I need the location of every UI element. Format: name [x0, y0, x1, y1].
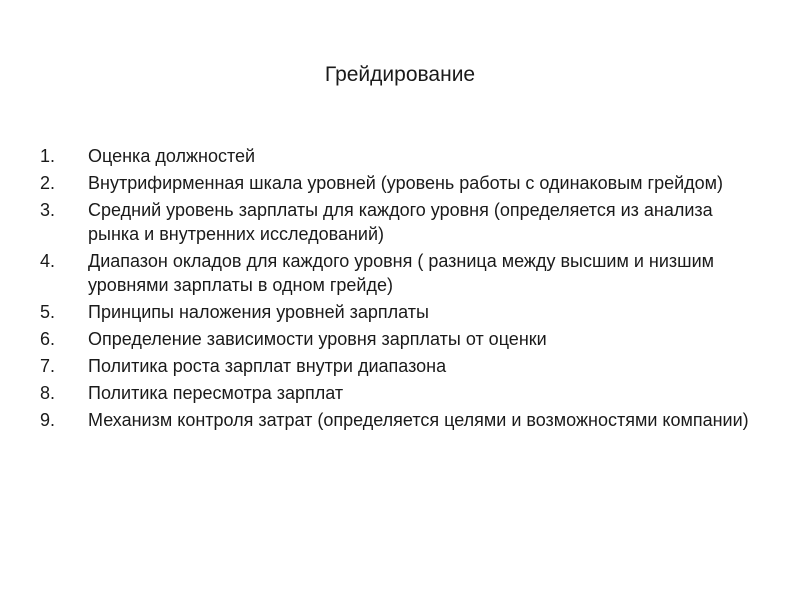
item-text: Принципы наложения уровней зарплаты: [88, 302, 429, 322]
item-text: Оценка должностей: [88, 146, 256, 166]
list-item: [40, 144, 760, 168]
item-number: 8.: [40, 383, 56, 403]
list-item: [40, 408, 760, 432]
item-text: Определение зависимости уровня зарплаты от оценки: [88, 329, 547, 349]
list-item: [40, 327, 760, 351]
item-text: Механизм контроля затрат (определяется целями и возможностями компании): [88, 410, 749, 430]
item-number: 1.: [40, 146, 56, 166]
item-number: 2.: [40, 173, 56, 193]
item-number: 4.: [40, 251, 56, 271]
item-number: 6.: [40, 329, 56, 349]
slide-title: Грейдирование: [324, 63, 476, 86]
item-text: Политика пересмотра зарплат: [88, 383, 344, 403]
list-item: [40, 354, 760, 378]
item-number: 5.: [40, 302, 56, 322]
item-text: Внутрифирменная шкала уровней (уровень работы с одинаковым грейдом): [88, 173, 724, 193]
item-text: Диапазон окладов для каждого уровня ( разница между высшим и низшим уровнями зарплаты в одном грейде): [88, 251, 714, 295]
list-item: [40, 198, 760, 246]
item-text: Средний уровень зарплаты для каждого уровня (определяется из анализа рынка и внутренних исследований): [88, 200, 713, 244]
list-item: [40, 381, 760, 405]
item-number: 9.: [40, 410, 56, 430]
list-item: [40, 249, 760, 297]
item-number: 7.: [40, 356, 56, 376]
list-item: [40, 171, 760, 195]
list-item: [40, 300, 760, 324]
item-text: Политика роста зарплат внутри диапазона: [88, 356, 447, 376]
item-number: 3.: [40, 200, 56, 220]
numbered-list: [40, 144, 760, 435]
